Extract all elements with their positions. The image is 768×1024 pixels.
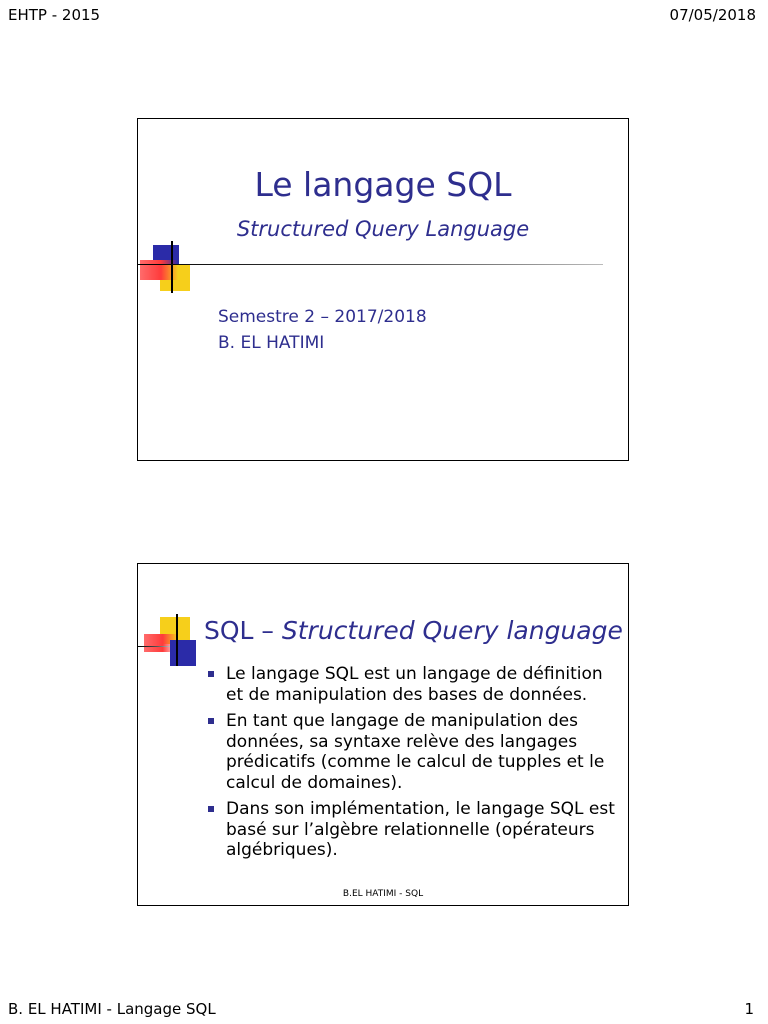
slide-1 bbox=[137, 118, 629, 461]
slide-1-divider bbox=[138, 264, 603, 265]
slide-2-decoration bbox=[138, 614, 208, 669]
slide-1-title: Le langage SQL bbox=[254, 165, 512, 204]
page-number: 1 bbox=[744, 1000, 754, 1018]
header-left: EHTP - 2015 bbox=[8, 6, 101, 24]
slide-1-semester: Semestre 2 – 2017/2018 bbox=[218, 307, 427, 327]
list-item-text: Le langage SQL est un langage de définition et de manipulation des bases de données. bbox=[226, 664, 603, 705]
list-item bbox=[206, 799, 616, 861]
slide-1-author: B. EL HATIMI bbox=[218, 333, 325, 353]
bullet-square-icon bbox=[208, 671, 214, 677]
list-item-text: En tant que langage de manipulation des données, sa syntaxe relève des langages prédicatifs (comme le calcul de tupples et le calcul de domaines). bbox=[226, 711, 605, 793]
slide-2-footer: B.EL HATIMI - SQL bbox=[342, 889, 424, 899]
header-date: 07/05/2018 bbox=[669, 6, 756, 24]
slide-2-title bbox=[204, 616, 623, 645]
list-item-text: Dans son implémentation, le langage SQL est basé sur l’algèbre relationnelle (opérateurs algébriques). bbox=[226, 799, 615, 860]
slide-1-subtitle: Structured Query Language bbox=[236, 217, 530, 241]
slide-2-bullet-list bbox=[206, 664, 616, 867]
bullet-square-icon bbox=[208, 806, 214, 812]
slide-2-divider bbox=[138, 646, 170, 647]
slide-1-decoration bbox=[138, 241, 208, 296]
footer-left: B. EL HATIMI - Langage SQL bbox=[8, 1000, 216, 1018]
slide-2-title-main: SQL – bbox=[204, 616, 282, 645]
list-item bbox=[206, 711, 616, 793]
bullet-square-icon bbox=[208, 718, 214, 724]
list-item bbox=[206, 664, 616, 705]
slide-2 bbox=[137, 563, 629, 906]
slide-2-title-italic: Structured Query language bbox=[281, 616, 623, 645]
